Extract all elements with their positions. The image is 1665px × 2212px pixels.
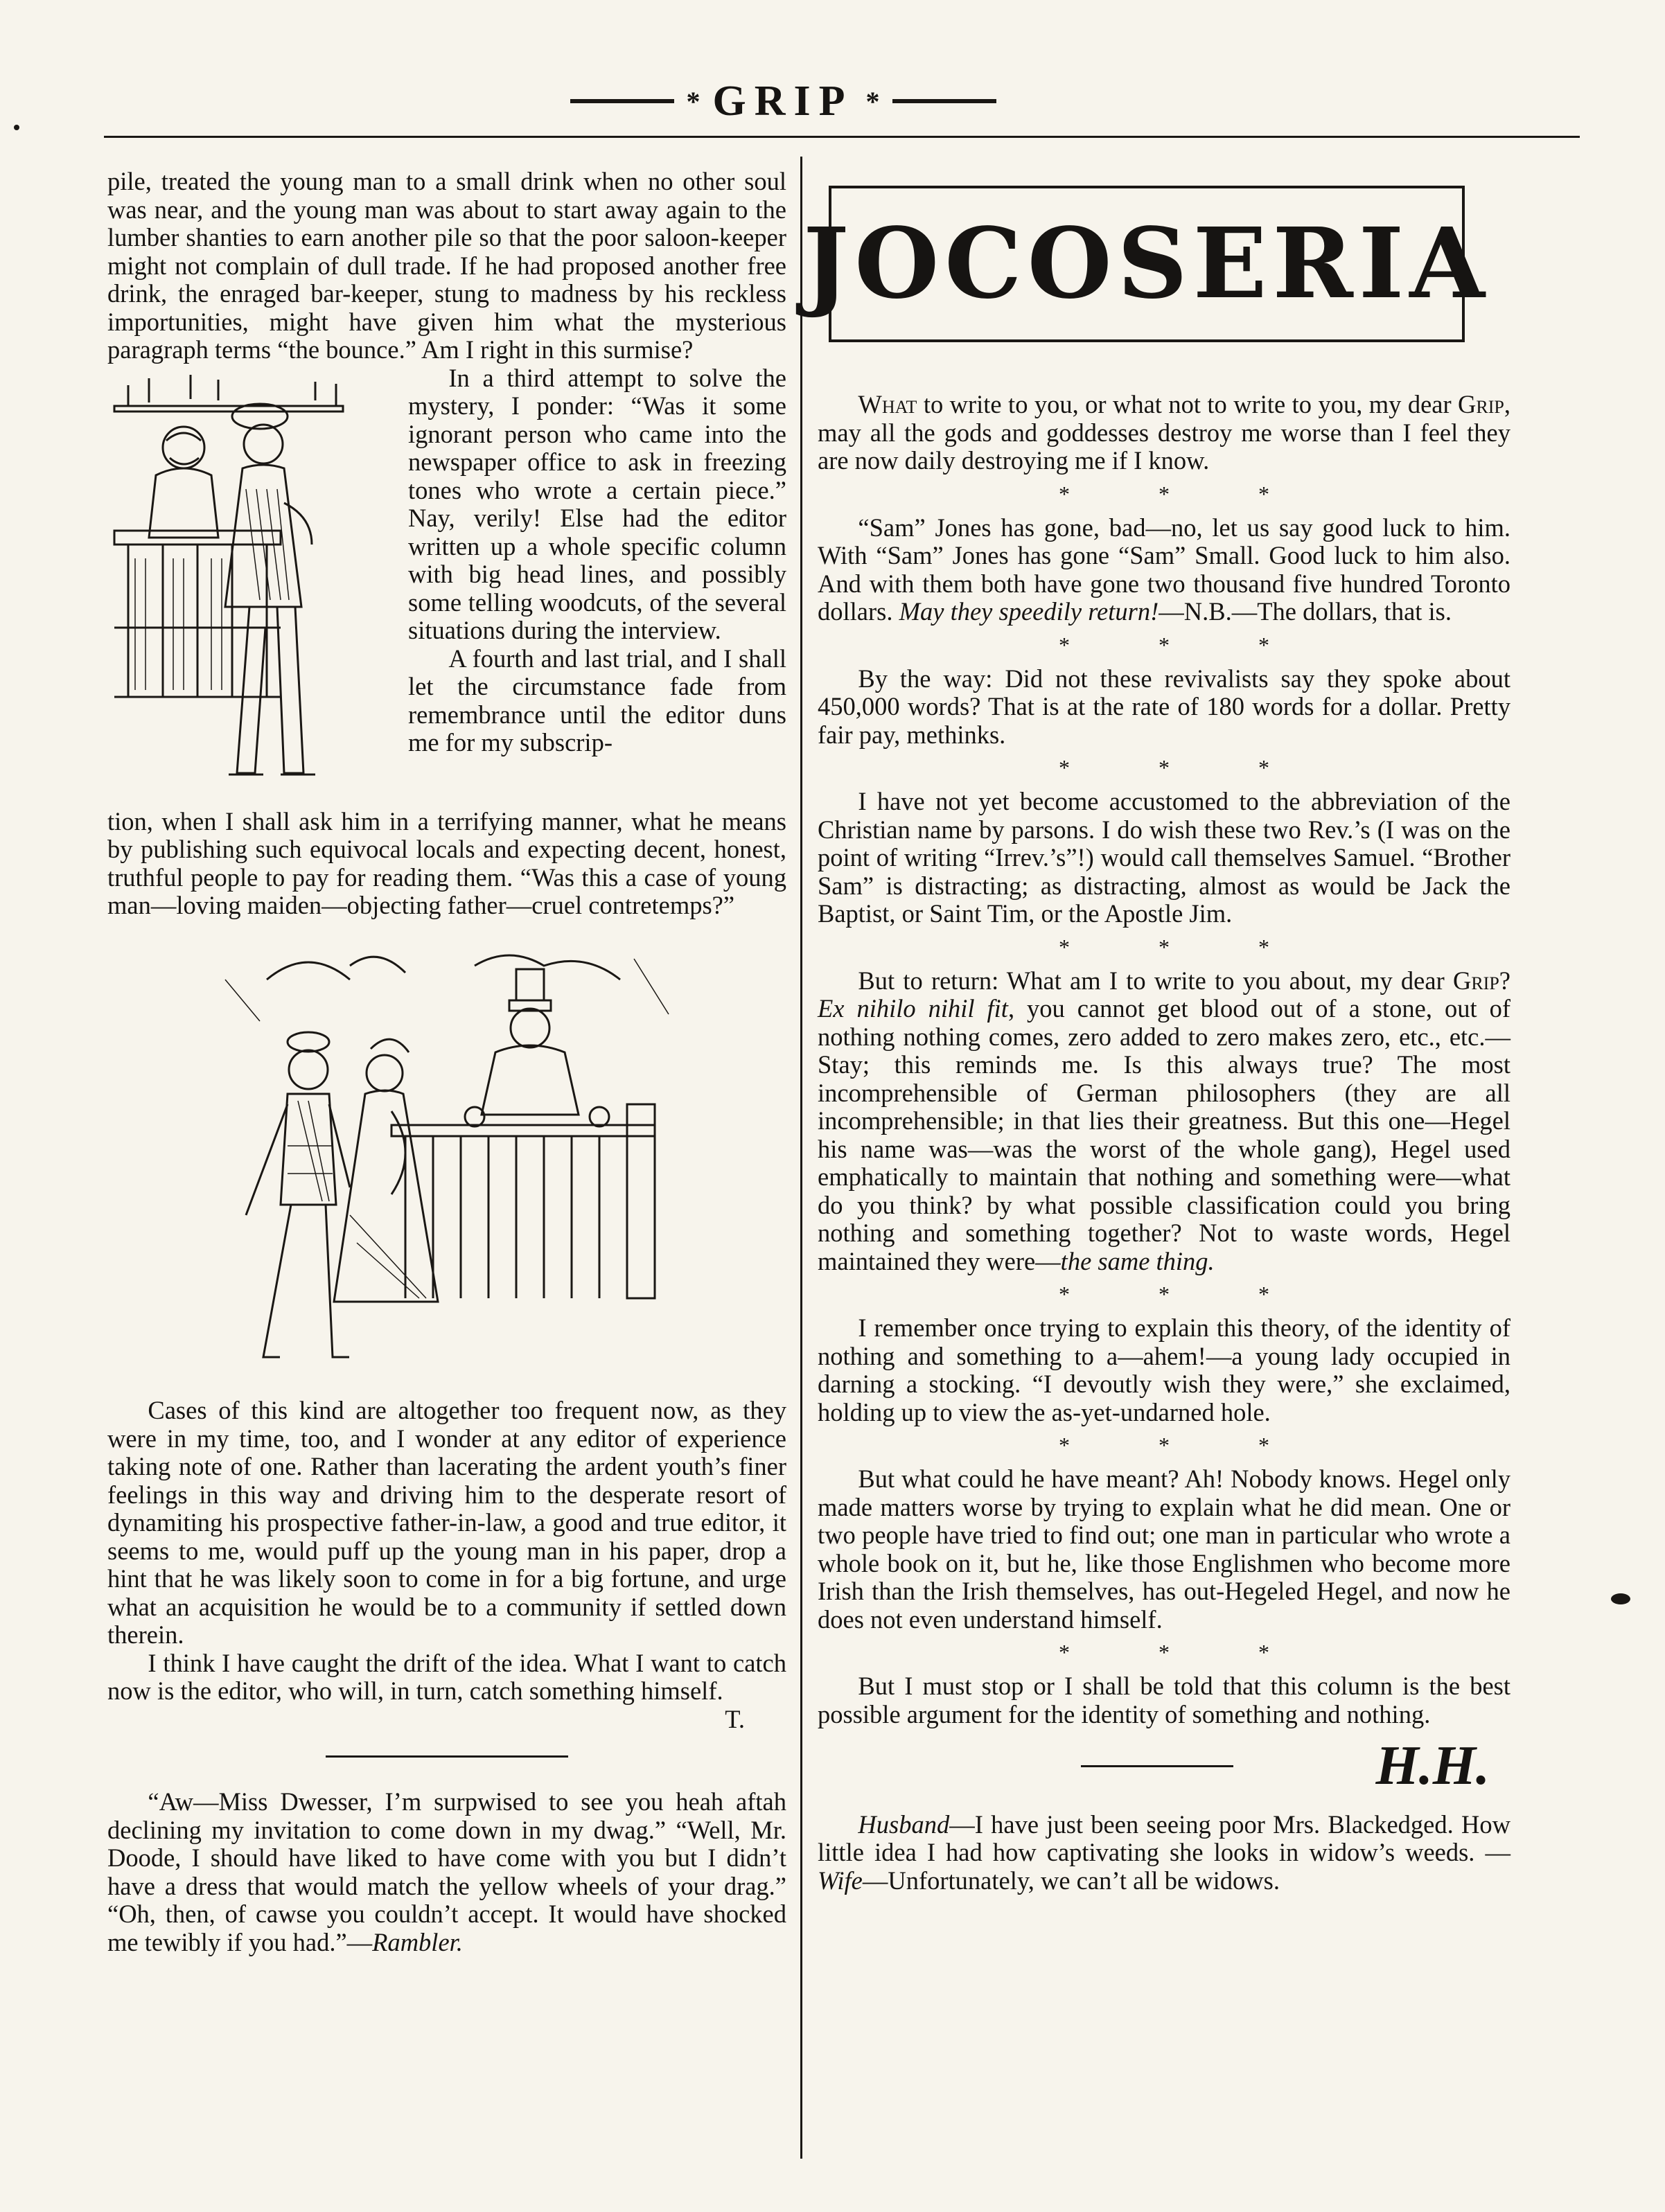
dwesser-anecdote-source: Rambler.	[372, 1927, 463, 1956]
widow-anecdote-text-a: —I have just been seeing poor Mrs. Blackedged. How little idea I had how captivating she looks in widow’s weeds. —	[818, 1810, 1510, 1866]
jocoseria-paragraph-2	[818, 514, 1510, 626]
section-stars: * * *	[1059, 481, 1311, 506]
right-column	[803, 168, 1510, 1895]
ink-speck	[14, 125, 19, 130]
bar-scene-illustration	[107, 364, 398, 808]
article-paragraph-conclusion: I think I have caught the drift of the idea. What I want to catch now is the editor, who will, in turn, catch something himself.	[107, 1648, 786, 1705]
dwesser-anecdote	[107, 1788, 786, 1956]
husband-label: Husband	[858, 1810, 950, 1839]
signature-rule	[1081, 1765, 1233, 1767]
woodcut-container	[107, 938, 786, 1374]
jocoseria-paragraph-2-tail: —N.B.—The dollars, that is.	[1159, 597, 1452, 626]
section-stars: * * *	[1059, 934, 1311, 959]
jocoseria-paragraph-5	[818, 967, 1510, 1276]
jocoseria-paragraph-1	[818, 391, 1510, 475]
section-stars: * * *	[1059, 755, 1311, 780]
woodcut-wrap	[107, 364, 786, 808]
latin-phrase: Ex nihilo nihil fit	[818, 994, 1008, 1023]
jocoseria-paragraph-2-italic: May they speedily return!	[899, 597, 1159, 626]
article-paragraph-fourth-continued: tion, when I shall ask him in a terrifying manner, what he means by publishing such equivocal locals and expecting decent, honest, truthful people to pay for reading them. “Was this a case of young man—loving maiden—objecting father—cruel contretemps?”	[107, 806, 786, 919]
header-rule	[104, 136, 1580, 138]
masthead-rule-left	[570, 99, 674, 103]
widow-anecdote-text-b: —Unfortunately, we can’t all be widows.	[862, 1866, 1280, 1895]
jocoseria-paragraph-2-text: “Sam” Jones has gone, bad—no, let us say good luck to him. With “Sam” Jones has gone “Sam” Small. Good luck to him also. And with them both have gone two thousand five hundred Toronto dollars.	[818, 513, 1510, 626]
article-paragraph-fourth-attempt: A fourth and last trial, and I shall let the circumstance fade from remembrance until the editor duns me for my subscrip-	[408, 644, 786, 756]
jocoseria-paragraph-5-text-c: , you cannot get blood out of a stone, out of nothing nothing comes, zero added to zero makes zero, etc., etc.—Stay; this reminds me. Is this always true? The most incomprehensible of German philosophers (they are all incomprehensible; in that lies their greatness. But this one—Hegel his name was—was the worst of the whole gang), Hegel used emphatically to maintain that nothing and something were—what do you think? by what possible classification could you bring nothing and something together? Not to waste words, Hegel maintained they were—	[818, 994, 1510, 1275]
jocoseria-paragraph-3: By the way: Did not these revivalists say they spoke about 450,000 words? That is at the rate of 180 words for a dollar. Pretty fair pay, methinks.	[818, 664, 1510, 749]
article-paragraph-third-attempt: In a third attempt to solve the mystery, I ponder: “Was it some ignorant person who came into the newspaper office to ask in freezing tones who wrote a certain piece.” Nay, verily! Else had the editor written up a whole specific column with big head lines, and possibly some telling woodcuts, of the several situations during the interview.	[408, 363, 786, 644]
masthead-title: GRIP	[712, 77, 854, 125]
jocoseria-paragraph-8: But I must stop or I shall be told that this column is the best possible argument for the identity of something and nothing.	[818, 1672, 1510, 1728]
ink-blot	[1611, 1593, 1630, 1604]
masthead	[568, 77, 998, 125]
section-rule	[326, 1755, 568, 1758]
author-signature: H.H.	[1375, 1735, 1490, 1796]
grip-name: Grip	[1458, 390, 1504, 418]
jocoseria-paragraph-5-italic: the same thing.	[1060, 1246, 1215, 1275]
section-stars: * * *	[1059, 1640, 1311, 1665]
grip-name: Grip	[1452, 966, 1499, 995]
jocoseria-banner	[803, 186, 1490, 342]
wife-label: Wife	[818, 1866, 863, 1895]
jocoseria-lead-word: What	[858, 390, 917, 418]
jocoseria-paragraph-5-text-b: ?	[1499, 966, 1510, 995]
signature-row	[818, 1735, 1510, 1796]
jocoseria-paragraph-7: But what could he have meant? Ah! Nobody knows. Hegel only made matters worse by trying to explain what he did mean. One or two people have tried to find out; one man in particular who wrote a whole book on it, but he, like those Englishmen who become more Irish than the Irish themselves, has out-Hegeled Hegel, and now he does not even understand himself.	[818, 1465, 1510, 1634]
section-stars: * * *	[1059, 1282, 1311, 1307]
garden-gate-illustration	[184, 938, 710, 1368]
section-stars: * * *	[1059, 1433, 1311, 1458]
jocoseria-paragraph-1-tail: , may all the gods and goddesses destroy me worse than I feel they are now daily destroying me if I know.	[818, 390, 1510, 475]
dwesser-anecdote-text: “Aw—Miss Dwesser, I’m surpwised to see you heah aftah declining my invitation to come down in my dwag.” “Well, Mr. Doode, I should have liked to have come with you but I didn’t have a dress that would match the yellow wheels of your drag.” “Oh, then, of cawse you couldn’t accept. It would have shocked me tewibly if you had.”—	[107, 1787, 786, 1956]
jocoseria-paragraph-5-text-a: But to return: What am I to write to you about, my dear	[858, 966, 1453, 995]
masthead-rule-right	[892, 99, 996, 103]
masthead-ornament-right: *	[865, 85, 880, 117]
column-divider	[800, 157, 802, 2159]
section-stars: * * *	[1059, 632, 1311, 657]
article-paragraph-cases: Cases of this kind are altogether too frequent now, as they were in my time, too, and I wonder at any editor of experience taking note of one. Rather than lacerating the ardent youth’s finer feelings in this way and driving him to the desperate resort of dynamiting his prospective father-in-law, a good and true editor, it seems to me, would puff up the young man in his paper, drop a hint that he was likely soon to come in for a big fortune, and urge what an acquisition he would be to a community if settled down therein.	[107, 1396, 786, 1649]
jocoseria-paragraph-4: I have not yet become accustomed to the abbreviation of the Christian name by parsons. I do wish these two Rev.’s (I was on the point of writing “Irrev.’s”!) would call themselves Samuel. “Brother Sam” is distracting; as distracting, almost as would be Jack the Baptist, or Saint Tim, or the Apostle Jim.	[818, 787, 1510, 928]
jocoseria-paragraph-1-text: to write to you, or what not to write to you, my dear	[917, 390, 1459, 418]
widow-anecdote	[818, 1811, 1510, 1895]
masthead-ornament-left: *	[686, 85, 701, 117]
jocoseria-paragraph-6: I remember once trying to explain this theory, of the identity of nothing and something to a—ahem!—a young lady occupied in darning a stocking. “I devoutly wish they were,” she exclaimed, holding up to view the as-yet-undarned hole.	[818, 1313, 1510, 1426]
author-initial: T.	[725, 1704, 745, 1733]
jocoseria-title: JOCOSERIA	[803, 207, 1490, 321]
wrapped-text	[408, 364, 786, 757]
left-column	[107, 168, 786, 1956]
article-paragraph-intro: pile, treated the young man to a small drink when no other soul was near, and the young man was about to start away again to the lumber shanties to earn another pile so that the poor saloon-keeper might not complain of dull trade. If he had proposed another free drink, the enraged bar-keeper, stung to madness by his reckless importunities, might have given him what the mysterious paragraph terms “the bounce.” Am I right in this surmise?	[107, 167, 786, 364]
